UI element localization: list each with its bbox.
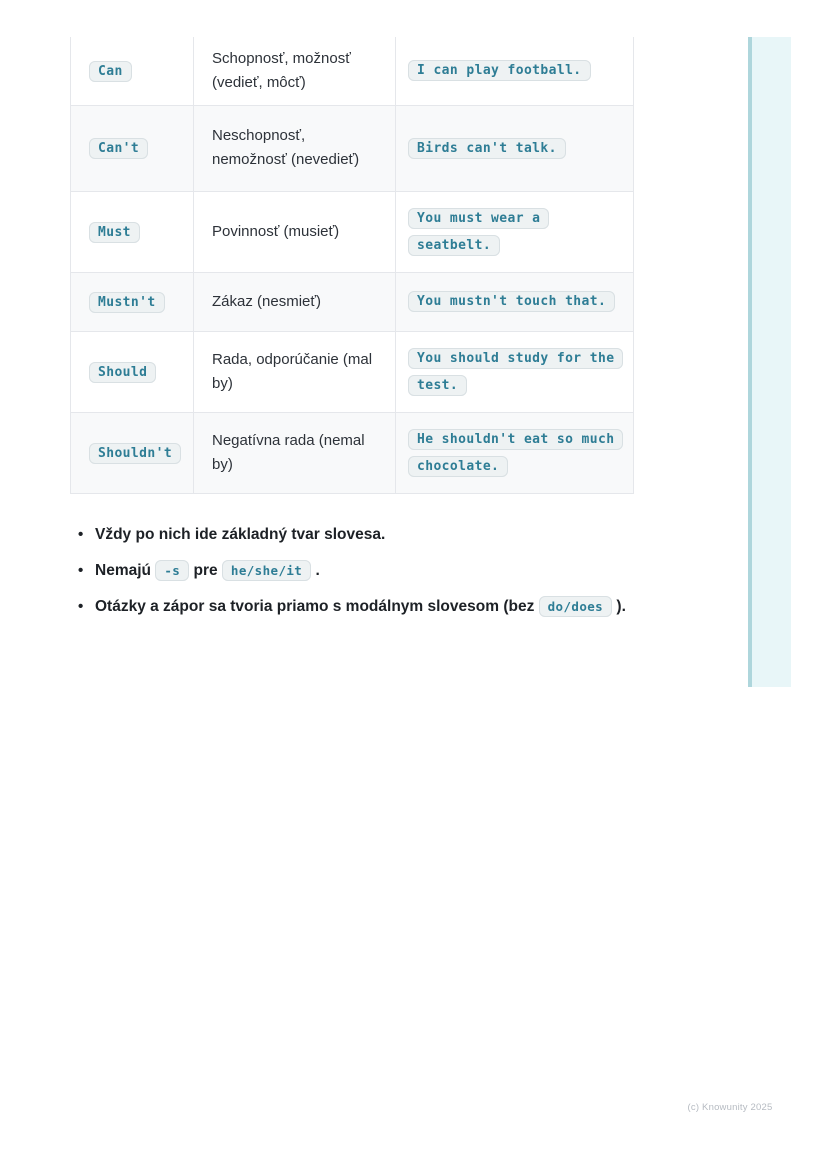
modal-verb-cell [71, 331, 194, 412]
note-text: . [311, 561, 320, 579]
note-text: ). [612, 597, 626, 615]
modal-verb-cell [71, 191, 194, 272]
note-text: Nemajú [95, 561, 156, 579]
table-row [71, 331, 634, 412]
inline-code-chip: he/she/it [222, 560, 311, 581]
example-sentence-chip: You mustn't touch that. [408, 291, 615, 312]
note-item [78, 558, 633, 584]
meaning-cell: Neschopnosť, nemožnosť (nevedieť) [194, 105, 396, 191]
meaning-cell: Zákaz (nesmieť) [194, 272, 396, 331]
modal-verb-chip: Should [89, 362, 156, 383]
note-item [78, 522, 633, 548]
meaning-cell: Negatívna rada (nemal by) [194, 412, 396, 493]
modal-verb-chip: Shouldn't [89, 443, 181, 464]
modal-verb-cell [71, 105, 194, 191]
example-sentence-chip: He shouldn't eat so much chocolate. [408, 429, 623, 477]
modal-verbs-table [70, 37, 634, 494]
meaning-cell: Schopnosť, možnosť (vedieť, môcť) [194, 37, 396, 105]
note-text: Otázky a zápor sa tvoria priamo s modálnym slovesom (bez [95, 597, 539, 615]
table-row [71, 272, 634, 331]
note-text: pre [189, 561, 222, 579]
example-sentence-chip: You should study for the test. [408, 348, 623, 396]
modal-verb-chip: Can [89, 61, 132, 82]
table-row [71, 37, 634, 105]
modal-verbs-table-body [71, 37, 634, 493]
inline-code-chip: do/does [539, 596, 612, 617]
example-sentence-chip: Birds can't talk. [408, 138, 566, 159]
document-content [70, 37, 633, 630]
table-row [71, 191, 634, 272]
inline-code-chip: -s [155, 560, 189, 581]
table-row [71, 412, 634, 493]
example-cell [396, 412, 634, 493]
example-cell [396, 37, 634, 105]
table-row [71, 105, 634, 191]
note-item [78, 594, 633, 620]
meaning-cell: Povinnosť (musieť) [194, 191, 396, 272]
modal-verb-cell [71, 37, 194, 105]
example-sentence-chip: You must wear a seatbelt. [408, 208, 549, 256]
example-cell [396, 272, 634, 331]
note-text: Vždy po nich ide základný tvar slovesa. [95, 525, 386, 543]
right-accent-bar [748, 37, 791, 687]
meaning-cell: Rada, odporúčanie (mal by) [194, 331, 396, 412]
example-cell [396, 191, 634, 272]
modal-verb-cell [71, 272, 194, 331]
copyright: (c) Knowunity 2025 [687, 1102, 773, 1113]
example-cell [396, 105, 634, 191]
modal-verb-cell [71, 412, 194, 493]
modal-verb-chip: Can't [89, 138, 148, 159]
example-cell [396, 331, 634, 412]
modal-verb-chip: Must [89, 222, 140, 243]
modal-verb-chip: Mustn't [89, 292, 165, 313]
example-sentence-chip: I can play football. [408, 60, 591, 81]
notes-list [70, 522, 633, 620]
